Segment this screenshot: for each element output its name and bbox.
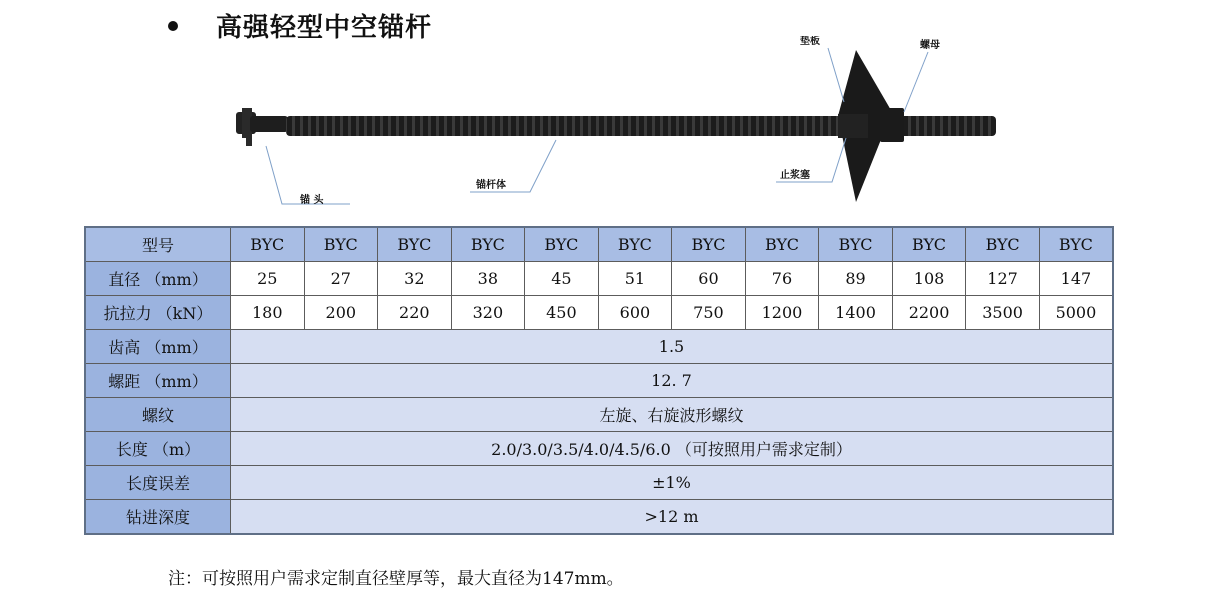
table-cell: 127 <box>966 262 1040 296</box>
table-cell: BYC <box>304 227 378 262</box>
table-cell: 320 <box>451 296 525 330</box>
table-cell: 1400 <box>819 296 893 330</box>
nut-shape <box>880 108 904 142</box>
table-cell: BYC <box>598 227 672 262</box>
table-cell: 25 <box>231 262 305 296</box>
row-label: 钻进深度 <box>85 500 231 535</box>
row-label: 螺距 （mm） <box>85 364 231 398</box>
row-label: 直径 （mm） <box>85 262 231 296</box>
label-nut: 螺母 <box>920 40 940 51</box>
table-cell: 32 <box>378 262 452 296</box>
table-cell: 200 <box>304 296 378 330</box>
table-cell: >12 m <box>231 500 1114 535</box>
bullet-icon <box>168 21 178 31</box>
table-cell: 3500 <box>966 296 1040 330</box>
table-cell: 450 <box>525 296 599 330</box>
anchor-bolt-figure <box>220 36 1020 216</box>
table-row-model <box>85 227 1113 262</box>
spec-table <box>84 226 1114 535</box>
table-cell: 12. 7 <box>231 364 1114 398</box>
row-label: 长度误差 <box>85 466 231 500</box>
table-row-tooth <box>85 330 1113 364</box>
table-cell: BYC <box>672 227 746 262</box>
table-row-depth <box>85 500 1113 535</box>
stopper-shape <box>838 114 868 138</box>
table-cell: 51 <box>598 262 672 296</box>
row-label: 齿高 （mm） <box>85 330 231 364</box>
table-cell: BYC <box>966 227 1040 262</box>
table-cell: 180 <box>231 296 305 330</box>
table-cell: 27 <box>304 262 378 296</box>
table-cell: BYC <box>525 227 599 262</box>
table-cell: 76 <box>745 262 819 296</box>
table-cell: 147 <box>1039 262 1113 296</box>
table-cell: 108 <box>892 262 966 296</box>
nut-leader-line <box>904 52 928 112</box>
label-head: 锚 头 <box>300 195 324 206</box>
table-cell: 2.0/3.0/3.5/4.0/4.5/6.0 （可按照用户需求定制） <box>231 432 1114 466</box>
table-row-diameter <box>85 262 1113 296</box>
table-cell: ±1% <box>231 466 1114 500</box>
row-label: 螺纹 <box>85 398 231 432</box>
label-body: 锚杆体 <box>476 180 506 191</box>
footnote: 注：可按照用户需求定制直径壁厚等，最大直径为147mm。 <box>168 569 624 589</box>
table-row-tensile <box>85 296 1113 330</box>
table-cell: 2200 <box>892 296 966 330</box>
table-cell: 600 <box>598 296 672 330</box>
label-stopper: 止浆塞 <box>780 170 810 181</box>
row-label: 长度 （m） <box>85 432 231 466</box>
table-cell: 1200 <box>745 296 819 330</box>
table-cell: BYC <box>892 227 966 262</box>
table-cell: 60 <box>672 262 746 296</box>
table-cell: 750 <box>672 296 746 330</box>
table-cell: BYC <box>745 227 819 262</box>
table-cell: 左旋、右旋波形螺纹 <box>231 398 1114 432</box>
table-cell: BYC <box>231 227 305 262</box>
table-row-thread <box>85 398 1113 432</box>
table-row-error <box>85 466 1113 500</box>
table-cell: BYC <box>451 227 525 262</box>
pad-leader-line <box>828 48 844 102</box>
row-label: 型号 <box>85 227 231 262</box>
table-cell: 45 <box>525 262 599 296</box>
table-cell: 5000 <box>1039 296 1113 330</box>
table-cell: 89 <box>819 262 893 296</box>
table-cell: 220 <box>378 296 452 330</box>
table-cell: BYC <box>819 227 893 262</box>
table-cell: BYC <box>1039 227 1113 262</box>
page-title: 高强轻型中空锚杆 <box>216 12 433 43</box>
table-row-length <box>85 432 1113 466</box>
table-cell: BYC <box>378 227 452 262</box>
label-pad: 垫板 <box>800 36 820 47</box>
row-label: 抗拉力 （kN） <box>85 296 231 330</box>
table-cell: 38 <box>451 262 525 296</box>
table-row-pitch <box>85 364 1113 398</box>
table-cell: 1.5 <box>231 330 1114 364</box>
anchor-head-shape <box>236 108 288 146</box>
anchor-bolt-illustration <box>220 36 1020 216</box>
